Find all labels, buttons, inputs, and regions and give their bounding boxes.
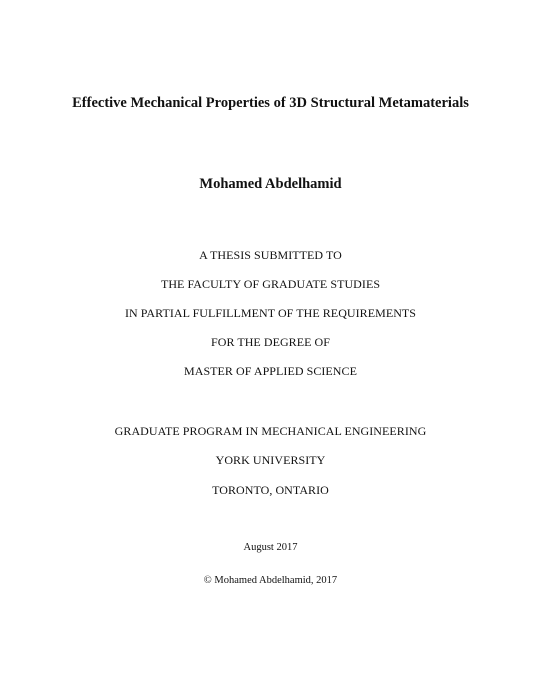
copyright-notice: © Mohamed Abdelhamid, 2017	[203, 575, 338, 586]
submission-line-2: THE FACULTY OF GRADUATE STUDIES	[160, 277, 381, 291]
university-location: TORONTO, ONTARIO	[212, 483, 329, 497]
author-name: Mohamed Abdelhamid	[199, 176, 342, 192]
submission-line-1: A THESIS SUBMITTED TO	[199, 248, 342, 262]
submission-date: August 2017	[243, 542, 298, 553]
graduate-program: GRADUATE PROGRAM IN MECHANICAL ENGINEERING	[114, 424, 427, 438]
thesis-title: Effective Mechanical Properties of 3D Structural Metamaterials	[72, 95, 469, 111]
submission-line-4: FOR THE DEGREE OF	[211, 335, 330, 349]
university-name: YORK UNIVERSITY	[215, 453, 326, 467]
degree-name: MASTER OF APPLIED SCIENCE	[184, 364, 357, 378]
submission-line-3: IN PARTIAL FULFILLMENT OF THE REQUIREMENTS	[124, 306, 417, 320]
